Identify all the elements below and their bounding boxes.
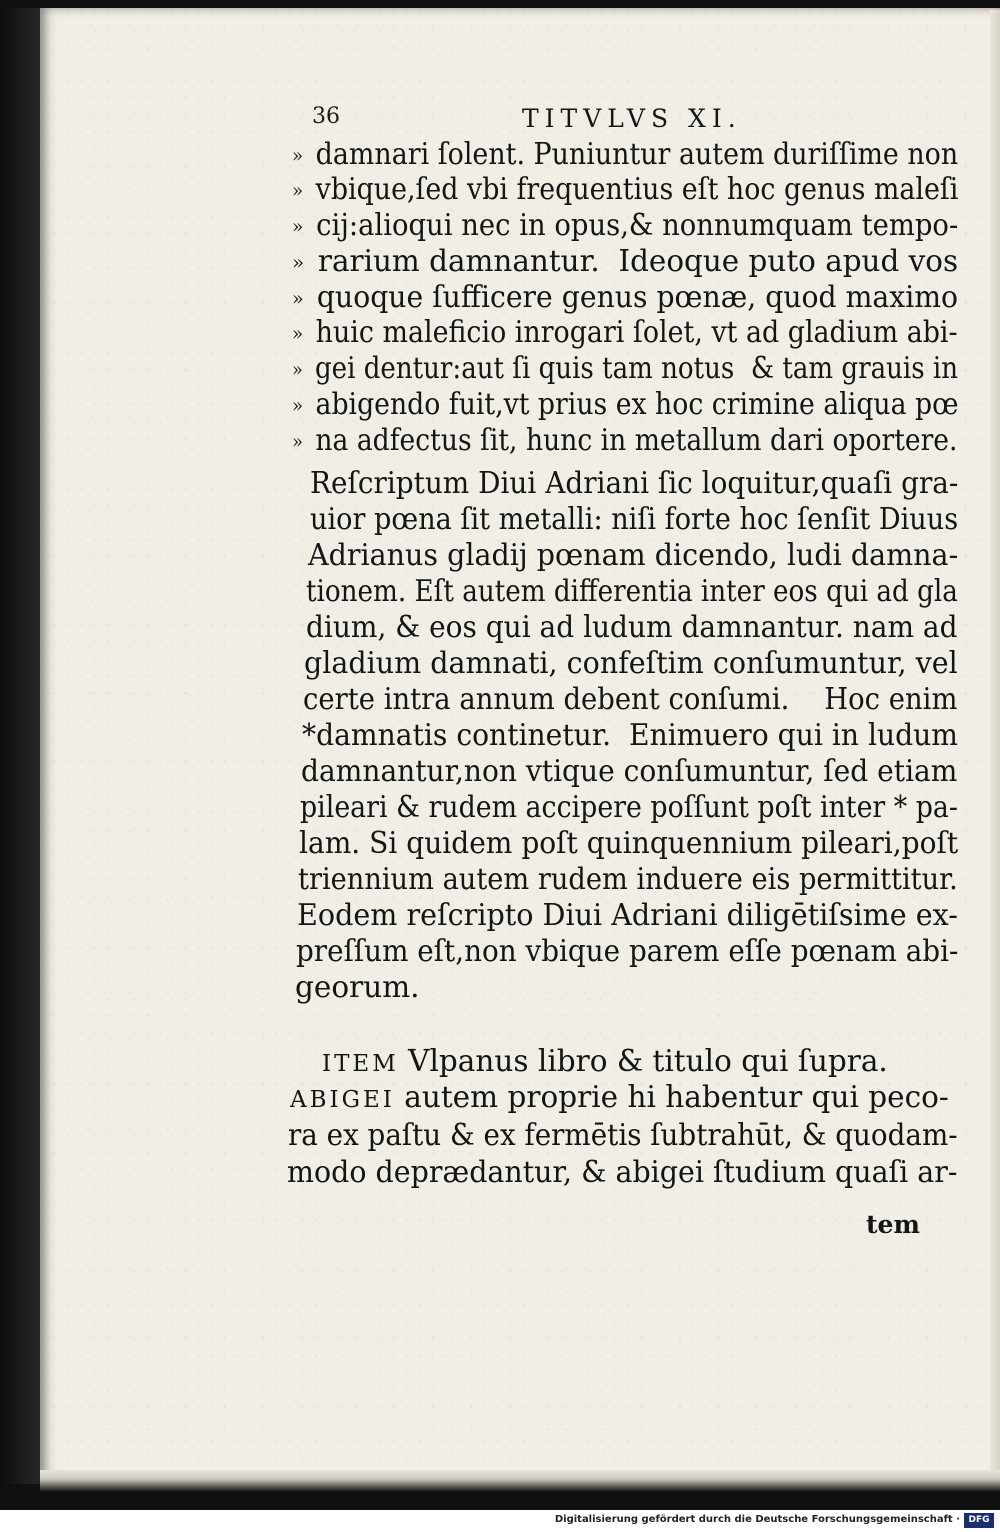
quote-marker: » [292, 178, 304, 202]
text-line: tionem. Eſt autem differentia inter eos qui ad gla [306, 574, 958, 608]
abigei-smallcaps: ABIGEI [290, 1087, 395, 1113]
text-line: modo deprædantur, & abigei ſtudium quaſi ar- [287, 1155, 958, 1189]
quote-marker: » [292, 250, 305, 274]
text-line: » huic maleficio inrogari ſolet, vt ad gladium abi- [292, 315, 958, 351]
running-title: TITVLVS XI. [522, 104, 742, 133]
text-line: uior pœna ſit metalli: niſi forte hoc ſenſit Diuus [310, 502, 959, 536]
text-line: » rarium damnantur. Ideoque puto apud vos [292, 244, 958, 280]
page-bottom-edge [40, 1470, 1000, 1492]
text-line: » cij:alioqui nec in opus,& nonnumquam tempo- [292, 208, 958, 244]
text-line: ra ex paſtu & ex fermētis ſubtrahūt, & quodam- [288, 1118, 958, 1152]
text-line: » abigendo fuit,vt prius ex hoc crimine aliqua pœ [292, 387, 959, 423]
quote-marker: » [292, 214, 304, 238]
page-number: 36 [312, 104, 340, 129]
text-line: *damnatis continetur. Enimuero qui in ludum [302, 718, 958, 752]
quote-marker: » [292, 393, 304, 417]
quote-marker: » [292, 357, 303, 381]
text-line: dium, & eos qui ad ludum damnantur. nam ad [306, 610, 958, 644]
text-line: lam. Si quidem poſt quinquennium pileari,poſt [299, 826, 959, 860]
text-line: » na adfectus ſit, hunc in metallum dari oportere. [292, 423, 957, 459]
quote-marker: » [292, 286, 304, 310]
text-line: triennium autem rudem induere eis permittitur. [298, 862, 958, 896]
quote-marker: » [292, 429, 304, 453]
running-head [0, 104, 1000, 138]
page-right-edge [990, 10, 1000, 1480]
item-smallcaps: ITEM [322, 1051, 399, 1077]
funding-credit: Digitalisierung gefördert durch die Deutsche Forschungsgemeinschaft · [554, 1514, 960, 1525]
text-line: Eodem reſcripto Diui Adriani diligētiſsime ex- [297, 898, 958, 932]
text-line: preſſum eſt,non vbique parem eſſe pœnam abi- [296, 934, 959, 968]
text-line: Adrianus gladij pœnam dicendo, ludi damna- [308, 538, 959, 572]
text-line: » gei dentur:aut ſi quis tam notus & tam grauis in [292, 351, 958, 387]
text-line: Reſcriptum Diui Adriani ſic loquitur,quaſi gra- [310, 466, 959, 500]
text-line: » damnari ſolent. Puniuntur autem duriſſime non [292, 137, 958, 173]
text-line: ABIGEI autem proprie hi habentur qui peco- [290, 1080, 949, 1114]
text-line: gladium damnati, confeſtim conſumuntur, vel [304, 646, 958, 680]
text-line: georum. [295, 970, 420, 1004]
text-line: ITEM Vlpanus libro & titulo qui ſupra. [322, 1044, 888, 1078]
text-line: pileari & rudem accipere poſſunt poſt inter * pa- [300, 790, 958, 824]
text-line: damnantur,non vtique conſumuntur, ſed etiam [301, 754, 958, 788]
text-line: » quoque ſufficere genus pœnæ, quod maximo [292, 280, 958, 316]
text-line: » vbique,ſed vbi frequentius eſt hoc genus maleſi [292, 172, 958, 208]
text-line: certe intra annum debent conſumi. Hoc enim [303, 682, 958, 716]
catchword: tem [866, 1210, 920, 1239]
dfg-logo: DFG [964, 1513, 994, 1528]
quote-marker: » [292, 321, 304, 345]
footer-bar [0, 1510, 1000, 1532]
quote-marker: » [292, 143, 304, 167]
